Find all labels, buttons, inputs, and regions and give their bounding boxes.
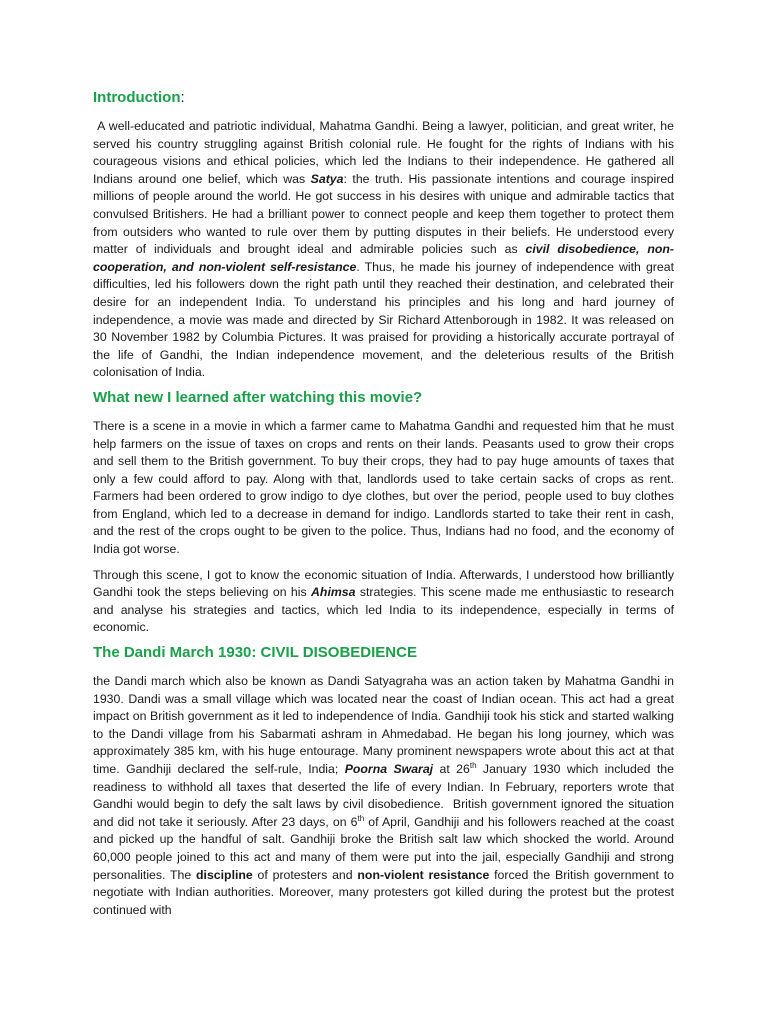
introduction-heading-colon: : (180, 89, 185, 106)
emphasis-non-violent-resistance: non-violent resistance (357, 867, 490, 882)
text-run: January 1930 which included the readiness to withhold all taxes that deserted the life of every Indian. In February, reporters wrote that Gandhi would begin to defy the salt laws by civil disobedience. British government ignored the situation and did not take it seriously. After 23 days, on 6 (93, 762, 674, 829)
text-run: of protesters and (252, 867, 358, 882)
emphasis-satya: Satya (310, 171, 344, 186)
emphasis-discipline: discipline (196, 867, 253, 882)
text-run: forced the British government to negotiate with Indian authorities. Moreover, many protesters got killed during the protest but the protest continued with (93, 867, 674, 917)
text-run: : the truth. His passionate intentions and courage inspired millions of people around the world. He got success in his desires with unique and admirable tactics that convulsed Britishers. He had a brilliant power to connect people and keep them together to protect them from outsiders who wanted to rule over them by putting disputes in their beliefs. He understood every matter of individuals and brought ideal and admirable policies such as (93, 171, 674, 257)
emphasis-ahimsa: Ahimsa (311, 585, 356, 600)
introduction-paragraph (93, 118, 674, 382)
emphasis-poorna-swaraj: Poorna Swaraj (344, 762, 434, 776)
text-run: Through this scene, I got to know the economic situation of India. Afterwards, I understood how brilliantly Gandhi took the steps believing on his (93, 567, 674, 600)
learned-paragraph-2 (93, 567, 674, 637)
introduction-heading (93, 88, 674, 108)
learned-paragraph-1: There is a scene in a movie in which a farmer came to Mahatma Gandhi and requested him that he must help farmers on the issue of taxes on crops and rents on their lands. Peasants used to grow their crops and sell them to the British government. To buy their crops, they had to pay huge amounts of taxes that only a few could afford to pay. Along with that, landlords used to take certain sacks of crops as rent. Farmers had been ordered to grow indigo to dye clothes, but over the period, people used to buy clothes from England, which led to a decrease in demand for indigo. Landlords started to take their rent in cash, and the rest of the crops ought to be given to the police. Thus, Indians had no food, and the economy of India got worse. (93, 418, 674, 557)
text-run: of April, Gandhiji and his followers reached at the coast and picked up the handful of salt. Gandhiji broke the British salt law which shocked the world. Around 60,000 people joined to this act and many of them were put into the jail, especially Gandhiji and strong personalities. The (93, 814, 674, 882)
superscript-th: th (469, 760, 477, 770)
dandi-heading: The Dandi March 1930: CIVIL DISOBEDIENCE (93, 644, 417, 662)
learned-heading: What new I learned after watching this movie? (93, 388, 423, 406)
text-run: strategies. This scene made me enthusiastic to research and analyse his strategies and tactics, which led India to its independence, especially in terms of economic. (93, 585, 675, 635)
text-run: . Thus, he made his journey of independence with great difficulties, led his followers down the right path until they reached their destination, and celebrated their desire for an independent India. To understand his principles and his long and hard journey of independence, a movie was made and directed by Sir Richard Attenborough in 1982. It was released on 30 November 1982 by Columbia Pictures. It was praised for providing a historically accurate portrayal of the life of Gandhi, the Indian independence movement, and the deleterious results of the British colonisation of India. (93, 259, 674, 380)
text-run: the Dandi march which also be known as Dandi Satyagraha was an action taken by Mahatma Gandhi in 1930. Dandi was a small village which was located near the coast of Indian ocean. This act had a great impact on British government as it led to independence of India. Gandhiji took his stick and started walking to the Dandi village from his Sabarmati ashram in Ahmedabad. He began his long journey, which was approximately 385 km, with his huge entourage. Many prominent newspapers wrote about this act at that time. Gandhiji declared the self-rule, India; (93, 674, 674, 776)
text-run: at 26 (433, 762, 470, 776)
dandi-paragraph (93, 673, 674, 919)
emphasis-policies: civil disobedience, non-cooperation, and non-violent self-resistance (93, 242, 674, 274)
introduction-heading-text: Introduction (93, 89, 181, 106)
superscript-th: th (357, 813, 365, 823)
text-run: A well-educated and patriotic individual, Mahatma Gandhi. Being a lawyer, politician, and great writer, he served his country struggling against British colonial rule. He fought for the rights of Indians with his courageous visions and ethical policies, which led the Indians to their independence. He gathered all Indians around one belief, which was (93, 119, 674, 186)
